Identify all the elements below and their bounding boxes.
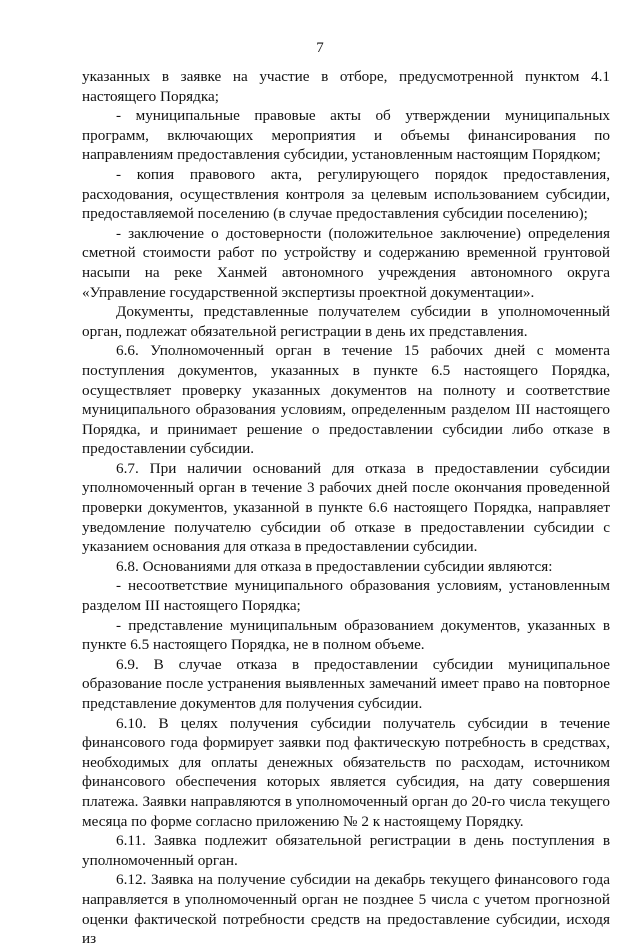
list-item-nonconformity: - несоответствие муниципального образования условиям, установленным разделом III настоящего Порядка;: [82, 577, 610, 615]
page-number: 7: [316, 40, 324, 56]
paragraph-continuation: указанных в заявке на участие в отборе, предусмотренной пунктом 4.1 настоящего Порядка;: [82, 68, 610, 105]
list-item-expert-conclusion: - заключение о достоверности (положительное заключение) определения сметной стоимости работ по устройству и содержанию временной грунтовой насыпи на реке Ханмей автономного учреждения автономного округа «Управление государственной экспертизы проектной документации».: [82, 224, 610, 301]
paragraph-6-6: 6.6. Уполномоченный орган в течение 15 рабочих дней с момента поступления документов, указанных в пункте 6.5 настоящего Порядка, осуществляет проверку указанных документов на полноту и соответствие муниципального образования условиям, определенным разделом III настоящего Порядка, и принимает решение о предоставлении субсидии либо отказе в предоставлении субсидии.: [82, 342, 610, 458]
paragraph-6-8: 6.8. Основаниями для отказа в предоставлении субсидии являются:: [116, 557, 553, 575]
paragraph-6-9: 6.9. В случае отказа в предоставлении субсидии муниципальное образование после устранения выявленных замечаний имеет право на повторное представление документов для получения субсидии.: [82, 655, 610, 712]
list-item-incomplete-documents: - представление муниципальным образованием документов, указанных в пункте 6.5 настоящего Порядка, не в полном объеме.: [82, 616, 610, 654]
paragraph-6-12: 6.12. Заявка на получение субсидии на декабрь текущего финансового года направляется в уполномоченный орган не позднее 5 числа с учетом прогнозной оценки фактической потребности средств на предоставление субсидии, исходя из: [82, 871, 610, 948]
list-item-legal-act-copy: - копия правового акта, регулирующего порядок предоставления, расходования, осуществления контроля за целевым использованием субсидии, предоставляемой поселению (в случае предоставления субсидии поселению);: [82, 165, 610, 223]
list-item-municipal-acts: - муниципальные правовые акты об утверждении муниципальных программ, включающих мероприятия и объемы финансирования по направлениям предоставления субсидии, установленным настоящим Порядком;: [82, 107, 610, 164]
paragraph-6-7: 6.7. При наличии оснований для отказа в предоставлении субсидии уполномоченный орган в течение 3 рабочих дней после окончания проведенной проверки документов, указанной в пункте 6.6 настоящего Порядка, направляет уведомление получателю субсидии об отказе в предоставлении субсидии с указанием основания для отказа в предоставлении субсидии.: [82, 459, 610, 556]
document-body: [82, 67, 610, 949]
paragraph-documents-registration: Документы, представленные получателем субсидии в уполномоченный орган, подлежат обязательной регистрации в день их представления.: [82, 303, 610, 340]
paragraph-6-11: 6.11. Заявка подлежит обязательной регистрации в день поступления в уполномоченный орган.: [82, 832, 610, 869]
paragraph-6-10: 6.10. В целях получения субсидии получатель субсидии в течение финансового года формирует заявки под фактическую потребность в средствах, необходимых для оплаты денежных обязательств по расходам, источником финансового обеспечения которых является субсидия, на дату совершения платежа. Заявки направляются в уполномоченный орган до 20-го числа текущего месяца по форме согласно приложению № 2 к настоящему Порядку.: [82, 714, 610, 830]
